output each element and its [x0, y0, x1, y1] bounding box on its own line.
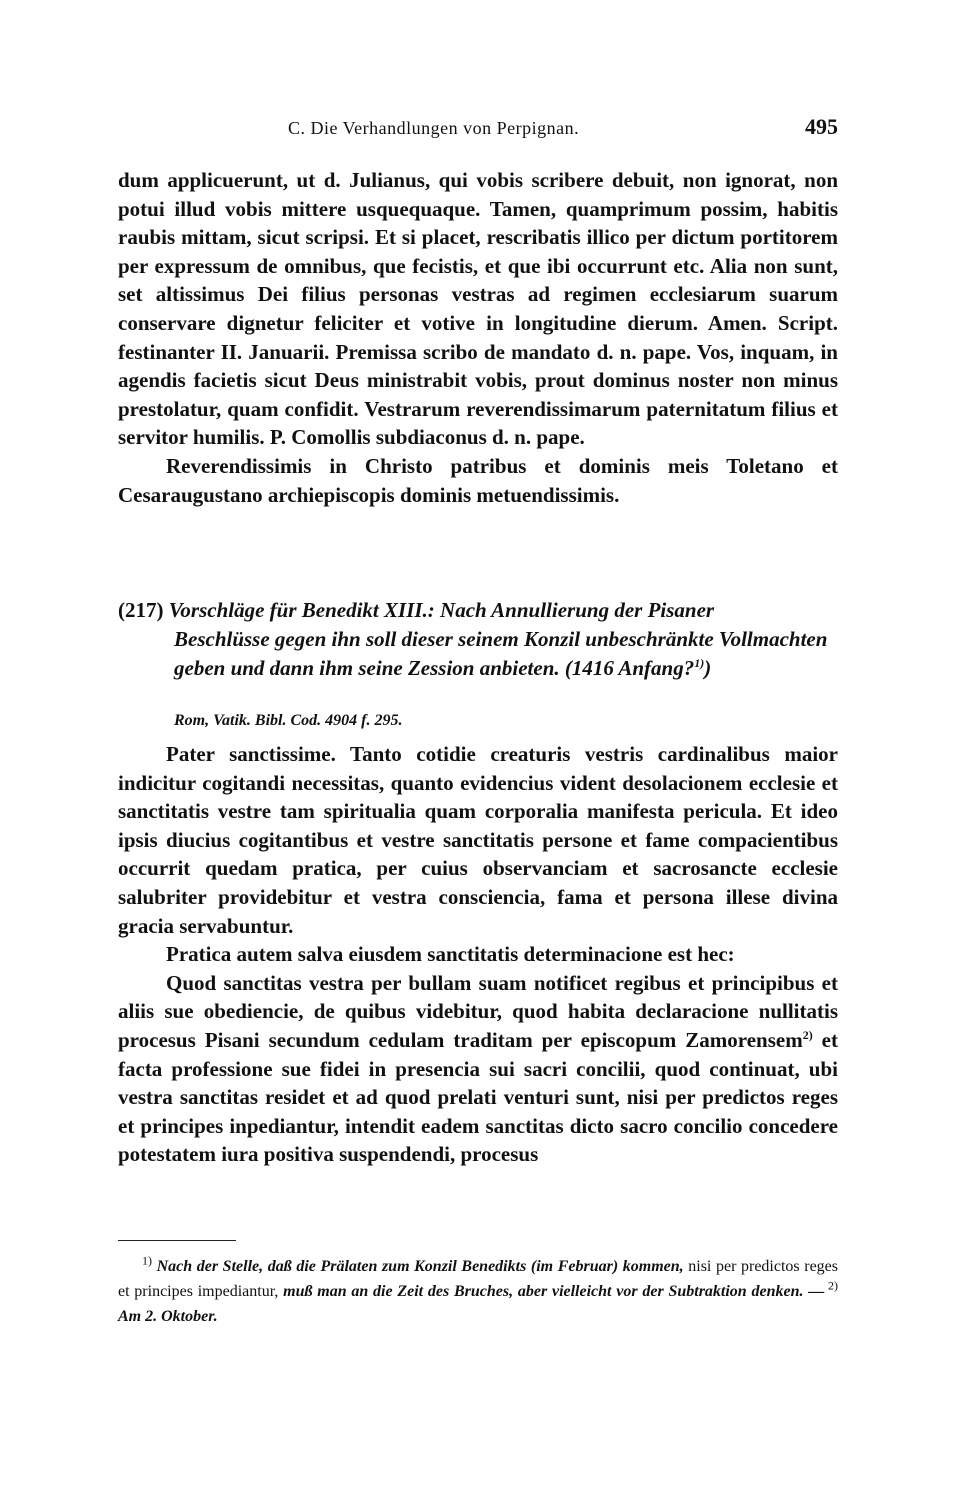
paragraph: dum applicuerunt, ut d. Julianus, qui vobis scribere debuit, non ignorat, non potui illud vobis mittere usquequaque. Tamen, quamprimum possim, habitis raubis mittam, sicut scripsi. Et si placet, rescribatis illico per dictum portitorem per expressum de omnibus, que fecistis, et que ibi occurrunt etc. Alia non sunt, set altissimus Dei filius personas vestras ad regimen ecclesiarum suarum conservare dignetur feliciter et votive in longitudine dierum. Amen. Script. festinanter II. Januarii. Premissa scribo de mandato d. n. pape. Vos, inquam, in agendis facietis sicut Deus ministrabit vobis, prout dominus noster non minus prestolatur, quam confidit. Vestrarum reverendissimarum paternitatum filius et servitor humilis. P. Comollis subdiaconus d. n. pape. [118, 168, 838, 450]
document-body [118, 740, 838, 1169]
manuscript-source: Rom, Vatik. Bibl. Cod. 4904 f. 295. [174, 712, 403, 729]
footnote [118, 1254, 838, 1329]
footnote-text: nisi per predictos reges et principes impediantur, [118, 1258, 839, 1300]
paragraph: Pater sanctissime. Tanto cotidie creaturis vestris cardinalibus maior indicitur cogitandi necessitas, quanto evidencius vident desolacionem ecclesie et sanctitatis vestre tam spiritualia quam corporalia manifesta pericula. Et ideo ipsis diucius cogitantibus et vestre sanctitatis persone et fame compacientibus occurrit quedam pratica, per cuius observanciam et sacrosancte ecclesie salubriter providebitur et vestra consciencia, fama et persona illese divina gracia servabuntur. [118, 742, 838, 938]
footnote-mark: 1) [142, 1253, 152, 1268]
footnote-ref: 1) [694, 656, 705, 670]
footnote-divider [118, 1240, 236, 1241]
document-title-rest: Beschlüsse gegen ihn soll dieser seinem Konzil unbeschränkte Vollmachten geben und dann ihm seine Zession anbieten. (1416 Anfang? [174, 627, 828, 680]
running-head: C. Die Verhandlungen von Perpignan. [288, 118, 580, 138]
footnotes [118, 1254, 838, 1329]
document-heading: (217) Vorschläge für Benedikt XIII.: Nach Annullierung der Pisaner Beschlüsse gegen ihn soll dieser seinem Konzil unbeschränkte Vollmachten geben und dann ihm seine Zession anbieten. (1416 Anfang?$^{1)}$) [118, 598, 828, 680]
footnote-text: Am 2. Oktober. [118, 1308, 218, 1325]
paragraph-address: Reverendissimis in Christo patribus et dominis meis Toletano et Cesaraugustano archiepiscopis dominis metuendissimis. [118, 453, 838, 507]
letter-continuation [118, 166, 838, 509]
paragraph [118, 969, 838, 1169]
paragraph-text: et facta professione sue fidei in presencia sui sacri concilii, quod continuat, ubi vestra sanctitas residet et ad quod prelati venturi sunt, nisi per predictos reges et principes inpediantur, intendit eadem sanctitas dicto sacro concilio concedere potestatem iura positiva suspendendi, procesus [118, 1027, 838, 1167]
document-number: (217) [118, 598, 164, 622]
footnote-text: muß man an die Zeit des Bruches, aber vielleicht vor der Subtraktion denken. — [278, 1283, 825, 1300]
paragraph: Pratica autem salva eiusdem sanctitatis determinacione est hec: [166, 942, 735, 967]
page-header [118, 114, 838, 148]
footnote-ref: 2) [802, 1027, 813, 1042]
page-number: 495 [805, 114, 838, 139]
document-title-line1: Vorschläge für Benedikt XIII.: Nach Annullierung der Pisaner [168, 598, 715, 622]
footnote-text: Nach der Stelle, daß die Prälaten zum Konzil Benedikts (im Februar) kommen, [152, 1258, 684, 1275]
footnote-mark: 2) [824, 1278, 839, 1293]
paragraph-text: Quod sanctitas vestra per bullam suam notificet regibus et principibus et aliis sue obediencie, de quibus videbitur, quod habita declaracione nullitatis procesus Pisani secundum cedulam traditam per episcopum Zamorensem [118, 970, 838, 1052]
